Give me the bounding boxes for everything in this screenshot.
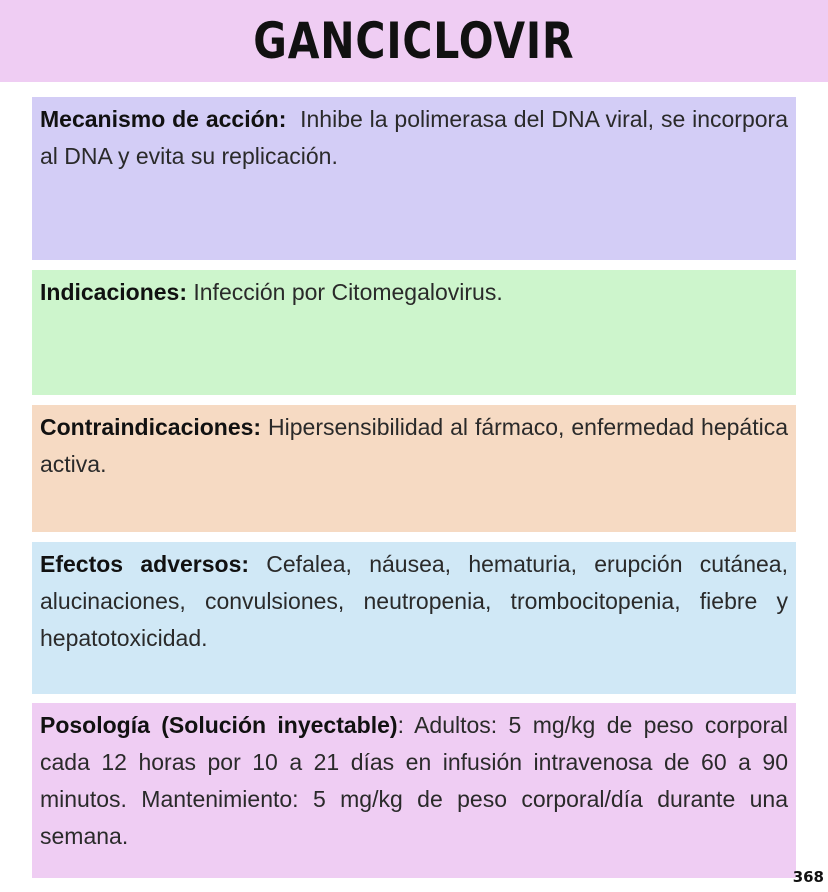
page-number: 368 bbox=[792, 868, 824, 886]
title-bar bbox=[0, 0, 828, 82]
section-efectos-adversos bbox=[32, 542, 796, 694]
section-label: Posología (Solución inyectable) bbox=[40, 712, 398, 738]
section-label: Mecanismo de acción: bbox=[40, 106, 287, 132]
section-text: Infección por Citomegalovirus. bbox=[193, 279, 503, 305]
section-contraindicaciones bbox=[32, 405, 796, 532]
section-label: Contraindicaciones: bbox=[40, 414, 262, 440]
section-text: Hipersensibilidad al fármaco, enfermedad hepática activa. bbox=[40, 414, 789, 477]
section-indicaciones bbox=[32, 270, 796, 395]
section-text: Inhibe la polimerasa del DNA viral, se incorpora al DNA y evita su replicación. bbox=[40, 106, 788, 169]
page-title: GANCICLOVIR bbox=[253, 12, 575, 70]
section-label: Indicaciones: bbox=[40, 279, 187, 305]
section-mecanismo-de-accion bbox=[32, 97, 796, 260]
section-text: : Adultos: 5 mg/kg de peso corporal cada 12 horas por 10 a 21 días en infusión intravenosa de 60 a 90 minutos. Mantenimiento: 5 mg/kg de peso corporal/día durante una semana. bbox=[40, 712, 789, 849]
section-text: Cefalea, náusea, hematuria, erupción cutánea, alucinaciones, convulsiones, neutropenia, trombocitopenia, fiebre y hepatotoxicidad. bbox=[40, 551, 788, 651]
section-label: Efectos adversos: bbox=[40, 551, 250, 577]
section-posologia bbox=[32, 703, 796, 878]
